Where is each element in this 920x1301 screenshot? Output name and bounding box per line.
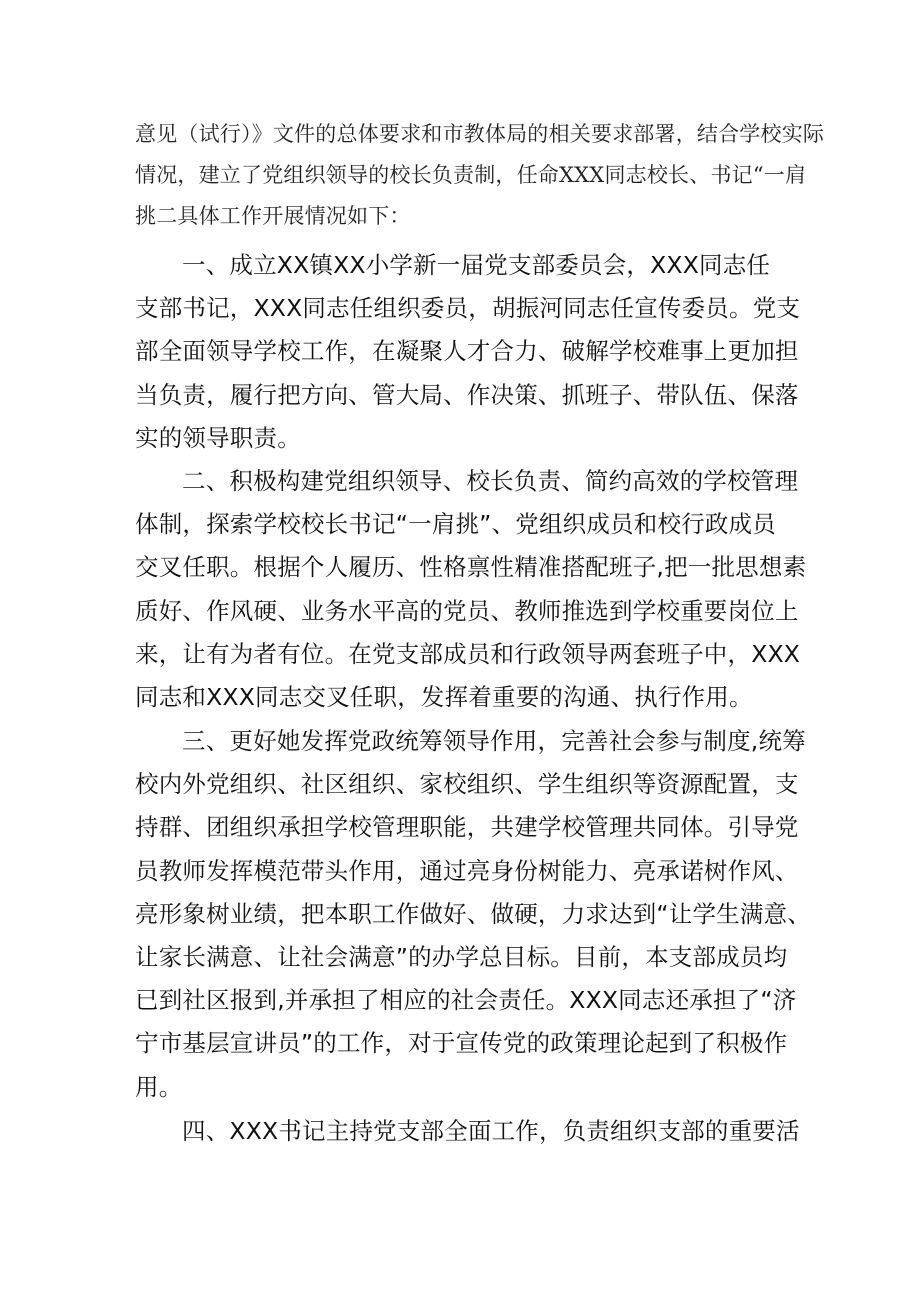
- text-line: 二、积极构建党组织领导、校长负责、简约高效的学校管理: [182, 467, 799, 495]
- paragraph-4: [135, 1110, 800, 1153]
- text-line: 同志和XXX同志交叉任职，发挥着重要的沟通、执行作用。: [135, 683, 753, 712]
- text-line: 支部书记，XXX同志任组织委员，胡振河同志任宣传委员。党支: [135, 294, 801, 323]
- intro-paragraph: [135, 114, 825, 237]
- text-line: 员教师发挥模范带头作用，通过亮身份树能力、亮承诺树作风、: [135, 856, 799, 885]
- intro-line: 情况，建立了党组织领导的校长负责制，任命XXX同志校长、书记“一肩: [135, 163, 807, 187]
- text-line: 来，让有为者有位。在党支部成员和行政领导两套班子中，XXX: [135, 639, 801, 668]
- text-line: 质好、作风硬、业务水平高的党员、教师推选到学校重要岗位上: [135, 596, 799, 625]
- text-line: 用。: [135, 1072, 183, 1101]
- text-line: 一、成立XX镇XX小学新一届党支部委员会，XXX同志任: [182, 251, 771, 279]
- text-line: 让家长满意、让社会满意”的办学总目标。目前，本支部成员均: [135, 943, 788, 972]
- intro-line: 意见（试行）》文件的总体要求和市教体局的相关要求部署，结合学校实际: [135, 122, 825, 146]
- text-line: 三、更好她发挥党政统筹领导作用，完善社会参与制度,统筹: [182, 727, 806, 755]
- text-line: 校内外党组织、社区组织、家校组织、学生组织等资源配置，支: [135, 770, 799, 799]
- text-line: 亮形象树业绩，把本职工作做好、做硬，力求达到“让学生满意、: [135, 899, 811, 928]
- text-line: 宁市基层宣讲员”的工作，对于宣传党的政策理论起到了积极作: [135, 1029, 788, 1058]
- text-line: 已到社区报到,并承担了相应的社会责任。XXX同志还承担了“济: [135, 986, 797, 1015]
- text-line: 部全面领导学校工作，在凝聚人才合力、破解学校难事上更加担: [135, 337, 799, 366]
- text-line: 实的领导职责。: [135, 423, 301, 452]
- paragraph-3: [135, 720, 811, 1109]
- text-line: 当负责，履行把方向、管大局、作决策、抓班子、带队伍、保落: [135, 380, 799, 409]
- text-line: 体制，探索学校校长书记“一肩挑”、党组织成员和校行政成员: [135, 510, 776, 539]
- intro-line: 挑二具体工作开展情况如下：: [135, 204, 411, 228]
- text-line: 交叉任职。根据个人履历、性格禀性精准搭配班子,把一批思想素: [135, 553, 807, 582]
- text-line: 四、XXX书记主持党支部全面工作，负责组织支部的重要活: [182, 1117, 800, 1145]
- text-line: 持群、团组织承担学校管理职能，共建学校管理共同体。引导党: [135, 813, 799, 842]
- paragraph-1: [135, 244, 801, 460]
- paragraph-2: [135, 460, 807, 719]
